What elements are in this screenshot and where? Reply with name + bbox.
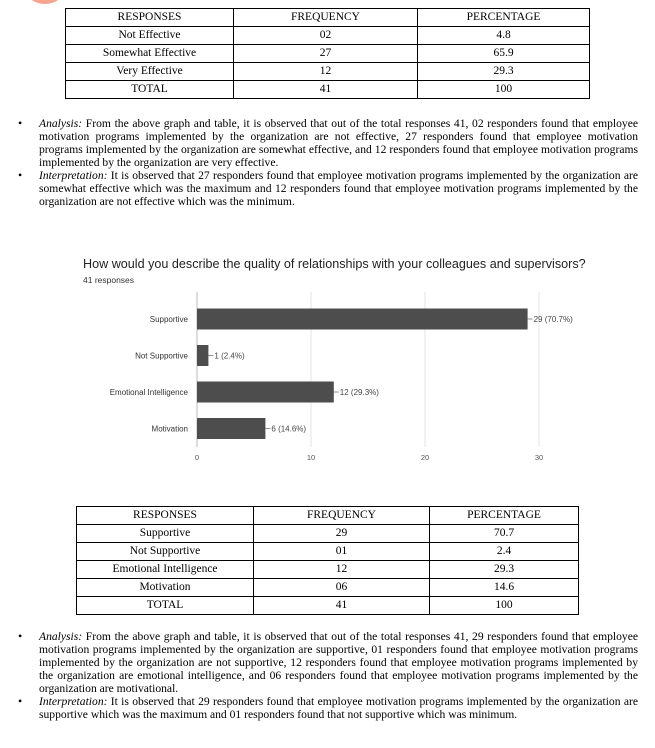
table-cell: 41	[234, 81, 418, 99]
column-header: PERCENTAGE	[418, 9, 590, 27]
table-header-row	[77, 507, 579, 525]
column-header: RESPONSES	[66, 9, 234, 27]
effectiveness-table	[65, 8, 590, 99]
table-row	[77, 597, 579, 615]
bar	[197, 309, 528, 330]
table-row	[77, 525, 579, 543]
table-cell: Not Effective	[66, 27, 234, 45]
value-label: 6 (14.6%)	[271, 424, 307, 434]
table-cell: Supportive	[77, 525, 254, 543]
effectiveness-notes	[0, 117, 655, 208]
table-cell: Motivation	[77, 579, 254, 597]
table-header-row	[66, 9, 590, 27]
table-cell: 2.4	[430, 543, 579, 561]
table-cell: 27	[234, 45, 418, 63]
interpretation-note	[0, 695, 655, 721]
table-row	[66, 63, 590, 81]
table-cell: 02	[234, 27, 418, 45]
table-row	[77, 579, 579, 597]
bar-chart-svg	[75, 252, 595, 467]
table-cell: TOTAL	[66, 81, 234, 99]
analysis-note	[0, 630, 655, 695]
table-cell: 100	[430, 597, 579, 615]
analysis-note	[0, 117, 655, 169]
category-label: Emotional Intelligence	[109, 388, 188, 397]
table-cell: Very Effective	[66, 63, 234, 81]
category-label: Supportive	[149, 315, 188, 324]
value-label: 29 (70.7%)	[533, 315, 573, 324]
bar	[197, 418, 265, 439]
column-header: PERCENTAGE	[430, 507, 579, 525]
table-row	[77, 543, 579, 561]
interpretation-lead: Interpretation:	[39, 695, 108, 708]
table-cell: 06	[254, 579, 430, 597]
chart-title: How would you describe the quality of relationships with your colleagues and supervisors?	[83, 257, 586, 271]
table-cell: 4.8	[418, 27, 590, 45]
interpretation-note	[0, 169, 655, 208]
value-label: 1 (2.4%)	[214, 351, 245, 361]
analysis-text: From the above graph and table, it is observed that out of the total responses 41, 29 responders found that employee motivation programs implemented by the organization are supportive, 01 responders found that employee motivation programs implemented by the organization are not supportive, 12 responders found that employee motivation programs implemented by the organization are emotional intelligence, and 06 responders found that employee motivation programs implemented by the organization are motivational.	[39, 630, 638, 695]
x-tick-label: 10	[306, 453, 316, 462]
table-row	[66, 45, 590, 63]
table-cell: 70.7	[430, 525, 579, 543]
x-tick-label: 30	[534, 453, 544, 462]
table-row	[66, 81, 590, 99]
bar	[197, 382, 334, 403]
table-cell: 41	[254, 597, 430, 615]
table-cell: Emotional Intelligence	[77, 561, 254, 579]
category-label: Motivation	[151, 424, 188, 434]
table-cell: 01	[254, 543, 430, 561]
interpretation-text: It is observed that 29 responders found that employee motivation programs implemented by the organization are supportive which was the maximum and 01 responders found that not supportive which was minimum.	[39, 695, 638, 721]
table-cell: 14.6	[430, 579, 579, 597]
table-cell: 29.3	[430, 561, 579, 579]
table-row	[77, 561, 579, 579]
relationship-quality-chart	[75, 252, 595, 467]
interpretation-lead: Interpretation:	[39, 169, 108, 182]
bar	[197, 345, 208, 366]
table-cell: Not Supportive	[77, 543, 254, 561]
relationship-notes	[0, 630, 655, 721]
chart-subtitle: 41 responses	[83, 275, 135, 285]
analysis-text: From the above graph and table, it is observed that out of the total responses 41, 02 responders found that employee motivation programs implemented by the organization are not effective, 27 responders found that employee motivation programs implemented by the organization are somewhat effective, and 12 responders found that employee motivation programs implemented by the organization are very effective.	[39, 117, 638, 169]
table-row	[66, 27, 590, 45]
column-header: FREQUENCY	[234, 9, 418, 27]
value-label: 12 (29.3%)	[339, 388, 379, 397]
table-cell: 12	[254, 561, 430, 579]
column-header: RESPONSES	[77, 507, 254, 525]
decorative-arc	[28, 0, 62, 4]
table-cell: 100	[418, 81, 590, 99]
analysis-lead: Analysis:	[39, 630, 83, 643]
category-label: Not Supportive	[135, 351, 188, 361]
table-cell: Somewhat Effective	[66, 45, 234, 63]
analysis-lead: Analysis:	[39, 117, 83, 130]
relationship-table	[76, 506, 579, 615]
table-cell: 29	[254, 525, 430, 543]
effectiveness-table-body	[66, 9, 590, 99]
x-tick-label: 20	[420, 453, 430, 462]
relationship-table-body	[77, 507, 579, 615]
table-cell: TOTAL	[77, 597, 254, 615]
interpretation-text: It is observed that 27 responders found that employee motivation programs implemented by the organization are somewhat effective which was the maximum and 12 responders found that employee motivation programs implemented by the organization are not effective which was the minimum.	[39, 169, 638, 208]
table-cell: 12	[234, 63, 418, 81]
table-cell: 65.9	[418, 45, 590, 63]
column-header: FREQUENCY	[254, 507, 430, 525]
table-cell: 29.3	[418, 63, 590, 81]
x-tick-label: 0	[194, 453, 200, 462]
